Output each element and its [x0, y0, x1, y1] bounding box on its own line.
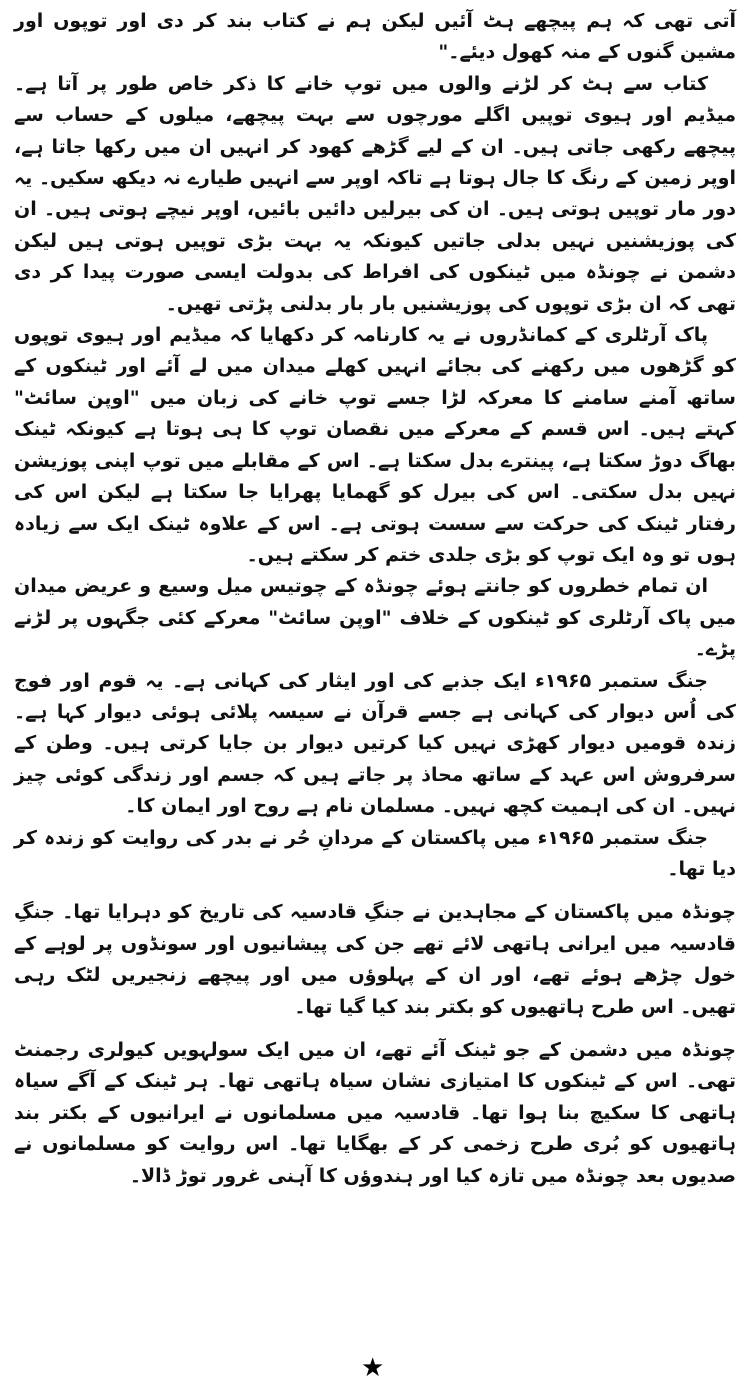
paragraph-4: ان تمام خطروں کو جانتے ہوئے چونڈہ کے چوتیس میل وسیع و عریض میدان میں پاک آرٹلری کو ٹینکوں کے خلاف "اوپن سائٹ" معرکے کئی جگہوں پر لڑنے پڑے۔ [14, 575, 736, 661]
paragraph-5: جنگ ستمبر ۱۹۶۵ء ایک جذبے کی اور ایثار کی کہانی ہے۔ یہ قوم اور فوج کی اُس دیوار کی کہانی ہے جسے قرآن نے سیسہ پلائی ہوئی دیوار کہا ہے۔ زندہ قومیں دیوار کھڑی نہیں کیا کرتیں دیوار بن جایا کرتی ہیں۔ وطن کے سرفروش اس عہد کے ساتھ محاذ پر جاتے ہیں کہ جسم اور زندگی کوئی چیز نہیں۔ ان کی اہمیت کچھ نہیں۔ مسلمان نام ہے روح اور ایمان کا۔ [14, 669, 736, 818]
article-body [14, 6, 736, 1381]
paragraph-6: جنگ ستمبر ۱۹۶۵ء میں پاکستان کے مردانِ حُر نے بدر کی روایت کو زندہ کر دیا تھا۔ [14, 826, 736, 880]
paragraph-2: کتاب سے ہٹ کر لڑنے والوں میں توپ خانے کا ذکر خاص طور پر آتا ہے۔ میڈیم اور ہیوی توپیں اگلے مورچوں سے بہت پیچھے، میلوں کے حساب سے پیچھے رکھی جاتی ہیں۔ ان کے لیے گڑھے کھود کر انہیں ان میں رکھا جاتا ہے، اوپر زمین کے رنگ کا جال ہوتا ہے تاکہ اوپر سے انہیں طیارے نہ دیکھ سکیں۔ یہ دور مار توپیں ہوتی ہیں۔ ان کی بیرلیں دائیں بائیں، اوپر نیچے ہوتی ہیں۔ ان کی پوزیشنیں نہیں بدلی جاتیں کیونکہ یہ بہت بڑی توپیں ہوتی ہیں لیکن دشمن نے چونڈہ میں ٹینکوں کی افراط کی بدولت ایسی صورت پیدا کر دی تھی کہ ان بڑی توپوں کی پوزیشنیں بار بار بدلنی پڑتی تھیں۔ [14, 72, 736, 315]
paragraph-8: چونڈہ میں دشمن کے جو ٹینک آئے تھے، ان میں ایک سولہویں کیولری رجمنٹ تھی۔ اس کے ٹینکوں کا امتیازی نشان سیاہ ہاتھی تھا۔ ہر ٹینک کے آگے سیاہ ہاتھی کا سکیچ بنا ہوا تھا۔ قادسیہ میں مسلمانوں نے ایرانیوں کے بکتر بند ہاتھیوں کو بُری طرح زخمی کر کے بھگایا تھا۔ اس روایت کو مسلمانوں نے صدیوں بعد چونڈہ میں تازہ کیا اور ہندوؤں کا آہنی غرور توڑ ڈالا۔ [14, 1039, 736, 1187]
end-star-icon: ★ [361, 1353, 385, 1383]
paragraph-gap [14, 1023, 736, 1035]
paragraph-1: آتی تھی کہ ہم پیچھے ہٹ آئیں لیکن ہم نے کتاب بند کر دی اور توپوں اور مشین گنوں کے منہ کھول دیئے۔" [14, 10, 736, 64]
paragraph-7: چونڈہ میں پاکستان کے مجاہدین نے جنگِ قادسیہ کی تاریخ کو دہرایا تھا۔ جنگِ قادسیہ میں ایرانی ہاتھی لائے تھے جن کی پیشانیوں اور سونڈوں پر لوہے کے خول چڑھے ہوئے تھے، اور ان کے پہلوؤں میں اور پیچھے زنجیریں لٹک رہی تھیں۔ اس طرح ہاتھیوں کو بکتر بند کیا گیا تھا۔ [14, 901, 736, 1018]
paragraph-gap [14, 885, 736, 897]
paragraph-3: پاک آرٹلری کے کمانڈروں نے یہ کارنامہ کر دکھایا کہ میڈیم اور ہیوی توپوں کو گڑھوں میں رکھنے کی بجائے انہیں کھلے میدان میں لے آئے اور ٹینکوں کے ساتھ آمنے سامنے کا معرکہ لڑا جسے توپ خانے کی زبان میں "اوپن سائٹ" کہتے ہیں۔ اس قسم کے معرکے میں نقصان توپ کا ہی ہوتا ہے کیونکہ ٹینک بھاگ دوڑ سکتا ہے، پینترے بدل سکتا ہے۔ اس کے مقابلے میں توپ اپنی پوزیشن نہیں بدل سکتی۔ اس کی بیرل کو گھمایا پھرایا جا سکتا ہے لیکن اس کی رفتار ٹینک کی حرکت سے سست ہوتی ہے۔ اس کے علاوہ ٹینک ایک سے زیادہ ہوں تو وہ ایک توپ کو بڑی جلدی ختم کر سکتے ہیں۔ [14, 324, 736, 566]
